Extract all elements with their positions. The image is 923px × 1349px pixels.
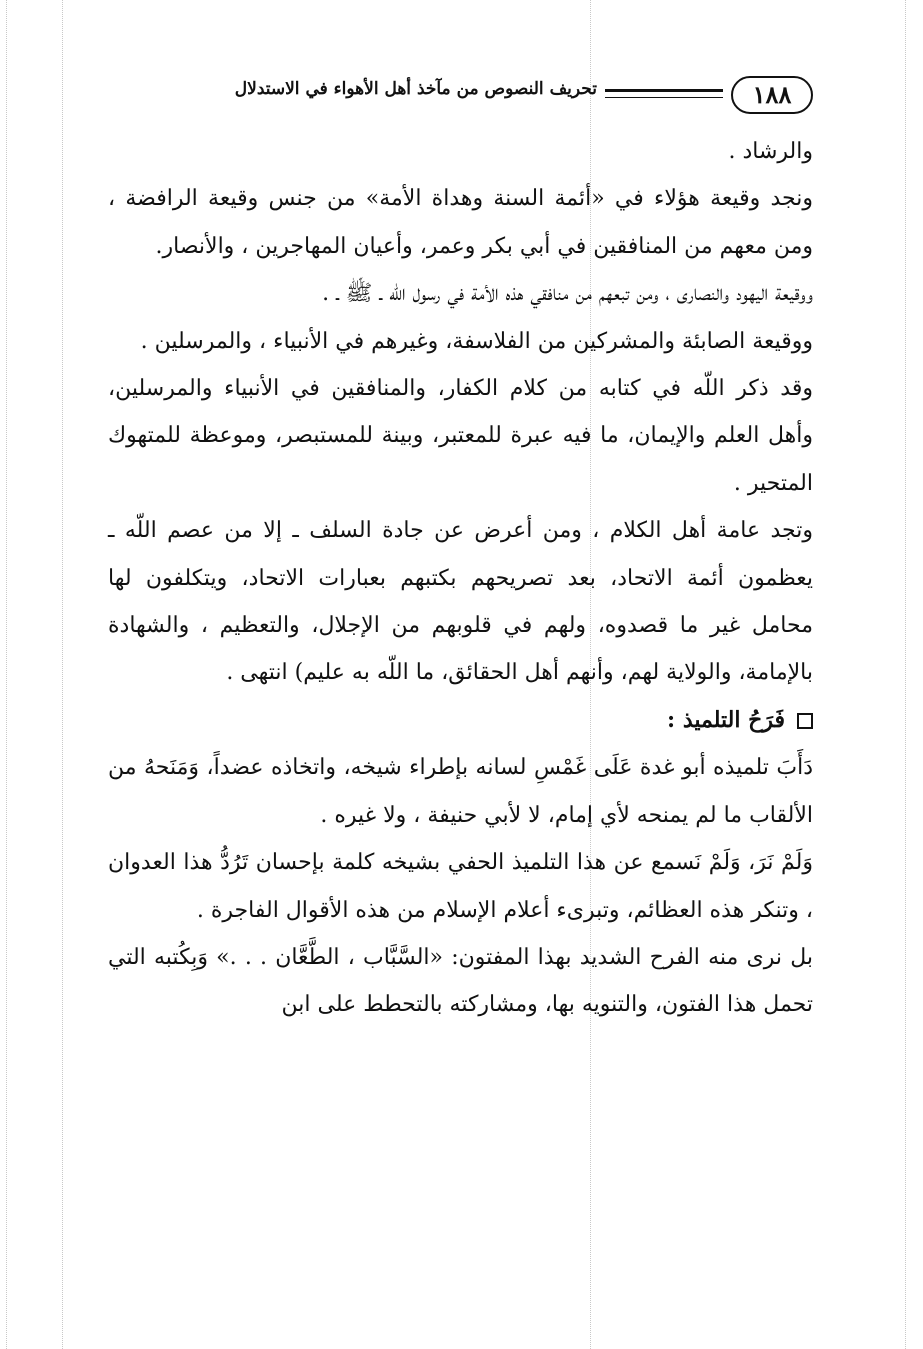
page-body	[108, 128, 813, 1029]
paragraph: وقد ذكر اللّه في كتابه من كلام الكفار، والمنافقين في الأنبياء والمرسلين، وأهل العلم والإيمان، ما فيه عبرة للمعتبر، وبينة للمستبصر، وموعظة للمتهوك المتحير .	[108, 376, 813, 496]
square-bullet-icon	[797, 713, 813, 729]
paragraph: وَلَمْ نَرَ، وَلَمْ نَسمع عن هذا التلميذ الحفي بشيخه كلمة بإحسان تَرُدُّ هذا العدوان ، وتنكر هذه العظائم، وتبرىء أعلام الإسلام من هذه الأقوال الفاجرة .	[108, 850, 813, 923]
paragraph: والرشاد .	[728, 139, 813, 164]
paragraph: دَأَبَ تلميذه أبو غدة عَلَى غَمْسِ لسانه بإطراء شيخه، واتخاذه عضداً، وَمَنَحهُ من الألقاب ما لم يمنحه لأي إمام، لا لأبي حنيفة ، ولا غيره .	[108, 755, 813, 828]
scan-fold-left	[62, 0, 63, 1349]
header-rule	[605, 89, 723, 98]
section-heading	[108, 697, 813, 744]
paragraph: ونجد وقيعة هؤلاء في «أئمة السنة وهداة الأمة» من جنس وقيعة الرافضة ، ومن معهم من المنافقين في أبي بكر وعمر، وأعيان المهاجرين ، والأنصار.	[108, 186, 813, 259]
scan-edge-left	[6, 0, 7, 1349]
scan-edge-right	[905, 0, 906, 1349]
paragraph: بل نرى منه الفرح الشديد بهذا المفتون: «السَّبَّاب ، الطَّعَّان . . .» وَبِكُتبه التي تحمل هذا الفتون، والتنويه بها، ومشاركته بالتحطط على ابن	[108, 944, 813, 1018]
page-number: ١٨٨	[731, 76, 813, 114]
page-header	[108, 72, 813, 122]
paragraph: ووقيعة الصابئة والمشركين من الفلاسفة، وغيرهم في الأنبياء ، والمرسلين .	[140, 328, 813, 354]
paragraph: وتجد عامة أهل الكلام ، ومن أعرض عن جادة السلف ـ إلا من عصم اللّه ـ يعظمون أئمة الاتحاد، بعد تصريحهم بكتبهم بعبارات الاتحاد، ويتكلفون لها محامل غير ما قصدوه، ولهم في قلوبهم من الإجلال، والتعظيم ، والشهادة بالإمامة، والولاية لهم، وأنهم أهل الحقائق، ما اللّه به عليم) انتهى .	[108, 518, 813, 686]
paragraph: ووقيعة اليهود والنصارى ، ومن تبعهم من منافقي هذه الأمة في رسول اللّه ـ ﷺ ـ .	[322, 281, 813, 307]
running-title: تحريف النصوص من مآخذ أهل الأهواء في الاستدلال	[234, 79, 597, 99]
section-heading-text: فَرَحُ التلميذ :	[667, 706, 785, 733]
